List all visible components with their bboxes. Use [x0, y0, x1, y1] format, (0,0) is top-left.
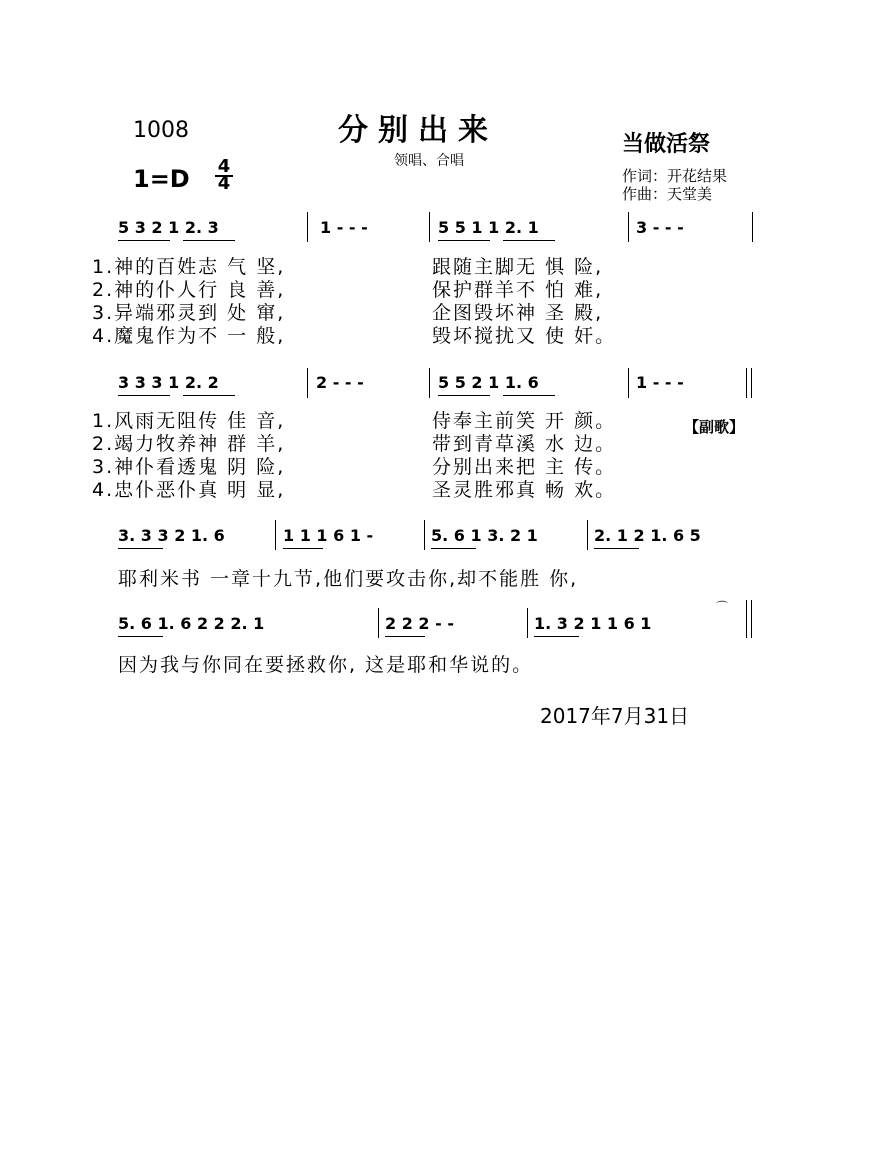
- verse-3d: 分别出来把 主 传。: [432, 456, 617, 478]
- measure-9-notes: 3. 3 3 2 1. 6: [118, 526, 225, 545]
- measure-1-notes: 5 3 2 1 2. 3: [118, 218, 219, 237]
- key-signature: 1=D: [133, 165, 190, 193]
- chorus-line-1: 耶利米书 一章十九节,他们要攻击你,却不能胜 你,: [118, 568, 579, 590]
- verse-3c: 3.神仆看透鬼 阴 险,: [92, 456, 286, 478]
- measure-7-notes: 5 5 2 1 1. 6: [438, 373, 539, 392]
- lyricist: 作词：开花结果: [622, 167, 728, 185]
- measure-13-notes: 5. 6 1. 6 2 2 2. 1: [118, 614, 265, 633]
- song-title: 分别出来: [338, 113, 498, 148]
- measure-5-notes: 3 3 3 1 2. 2: [118, 373, 219, 392]
- measure-3-notes: 5 5 1 1 2. 1: [438, 218, 539, 237]
- verse-4c: 4.忠仆恶仆真 明 显,: [92, 479, 286, 501]
- verse-1a: 1.神的百姓志 气 坚,: [92, 256, 286, 278]
- verse-3a: 3.异端邪灵到 处 窜,: [92, 302, 286, 324]
- verse-2d: 带到青草溪 水 边。: [432, 433, 617, 455]
- song-subtitle: 领唱、合唱: [394, 153, 464, 169]
- measure-11-notes: 5. 6 1 3. 2 1: [431, 526, 538, 545]
- measure-2-notes: 1 - - -: [320, 218, 368, 237]
- verse-4b: 毁坏搅扰又 使 奸。: [432, 325, 617, 347]
- verse-2b: 保护群羊不 怕 难,: [432, 279, 604, 301]
- verse-4a: 4.魔鬼作为不 一 般,: [92, 325, 286, 347]
- time-signature-bottom: 4: [217, 173, 231, 194]
- composition-date: 2017年7月31日: [540, 704, 690, 728]
- verse-4d: 圣灵胜邪真 畅 欢。: [432, 479, 617, 501]
- measure-8-notes: 1 - - -: [636, 373, 684, 392]
- chorus-line-2: 因为我与你同在要拯救你, 这是耶和华说的。: [118, 654, 534, 676]
- verse-1c: 1.风雨无阻传 佳 音,: [92, 410, 286, 432]
- verse-1d: 侍奉主前笑 开 颜。: [432, 410, 617, 432]
- song-theme: 当做活祭: [622, 132, 711, 157]
- time-signature-top: 4: [217, 156, 231, 177]
- verse-1b: 跟随主脚无 惧 险,: [432, 256, 604, 278]
- verse-3b: 企图毁坏神 圣 殿,: [432, 302, 604, 324]
- measure-10-notes: 1 1 1 6 1 -: [283, 526, 374, 545]
- measure-12-notes: 2. 1 2 1. 6 5: [594, 526, 701, 545]
- verse-2c: 2.竭力牧养神 群 羊,: [92, 433, 286, 455]
- verse-2a: 2.神的仆人行 良 善,: [92, 279, 286, 301]
- composer: 作曲：天堂美: [622, 185, 713, 203]
- measure-15-notes: 1. 3 2 1 1 6 1: [534, 614, 652, 633]
- measure-14-notes: 2 2 2 - -: [385, 614, 454, 633]
- measure-4-notes: 3 - - -: [636, 218, 684, 237]
- fermata-icon: ⌒: [716, 600, 729, 614]
- song-number: 1008: [133, 118, 189, 143]
- time-signature: [213, 158, 235, 194]
- chorus-tag: 【副歌】: [684, 418, 745, 436]
- measure-6-notes: 2 - - -: [316, 373, 364, 392]
